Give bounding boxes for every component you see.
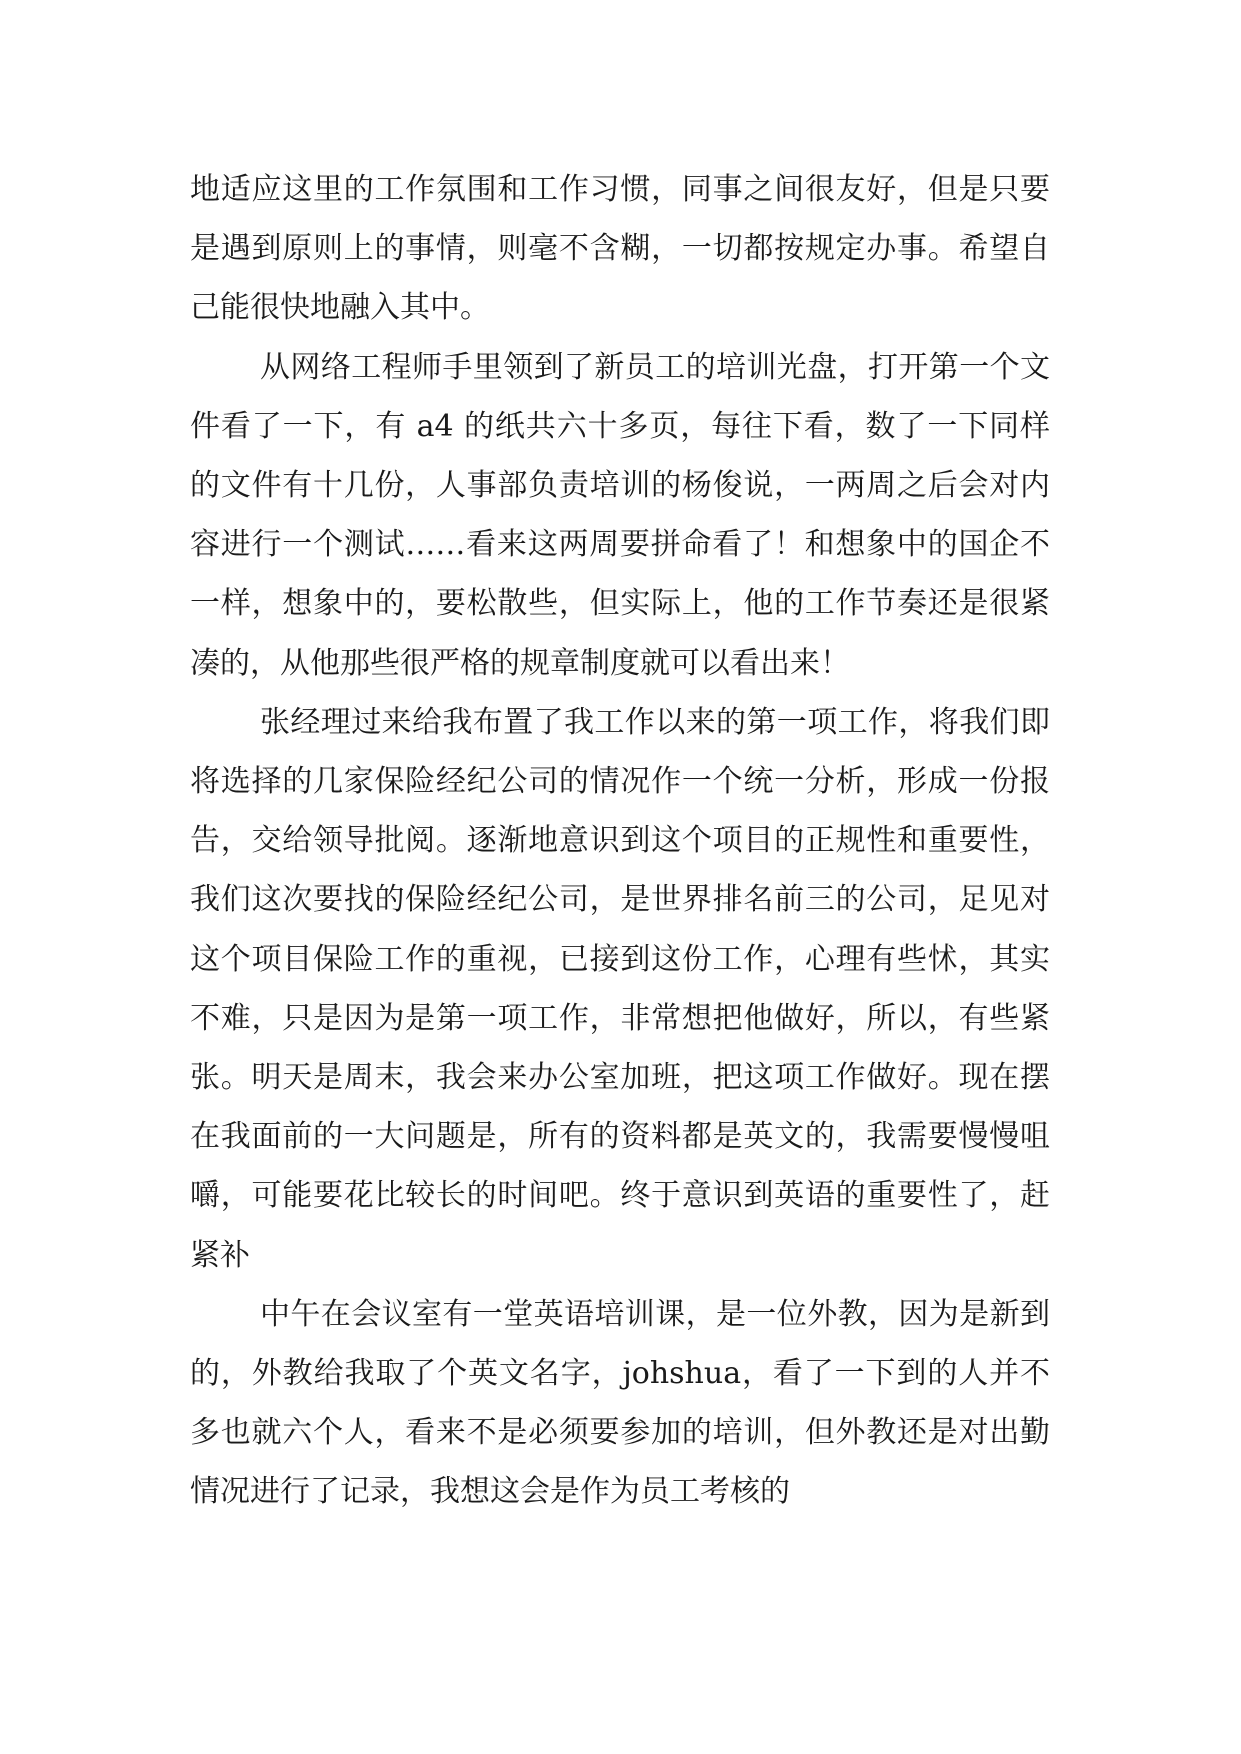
paragraph-4: 中午在会议室有一堂英语培训课，是一位外教，因为是新到的，外教给我取了个英文名字，johshua，看了一下到的人并不多也就六个人，看来不是必须要参加的培训，但外教还是对出勤情况进行了记录，我想这会是作为员工考核的 [190,1296,1050,1510]
document-body [190,160,1050,1522]
paragraph-3: 张经理过来给我布置了我工作以来的第一项工作，将我们即将选择的几家保险经纪公司的情况作一个统一分析，形成一份报告，交给领导批阅。逐渐地意识到这个项目的正规性和重要性，我们这次要找的保险经纪公司，是世界排名前三的公司，足见对这个项目保险工作的重视，已接到这份工作，心理有些怵，其实不难，只是因为是第一项工作，非常想把他做好，所以，有些紧张。明天是周末，我会来办公室加班，把这项工作做好。现在摆在我面前的一大问题是，所有的资料都是英文的，我需要慢慢咀嚼，可能要花比较长的时间吧。终于意识到英语的重要性了，赶紧补 [190,704,1050,1273]
paragraph-2: 从网络工程师手里领到了新员工的培训光盘，打开第一个文件看了一下，有 a4 的纸共六十多页，每往下看，数了一下同样的文件有十几份，人事部负责培训的杨俊说，一两周之后会对内容进行一个测试……看来这两周要拼命看了！和想象中的国企不一样，想象中的，要松散些，但实际上，他的工作节奏还是很紧凑的，从他那些很严格的规章制度就可以看出来！ [190,349,1050,681]
paragraph-1: 地适应这里的工作氛围和工作习惯，同事之间很友好，但是只要是遇到原则上的事情，则毫不含糊，一切都按规定办事。希望自己能很快地融入其中。 [190,172,1050,326]
